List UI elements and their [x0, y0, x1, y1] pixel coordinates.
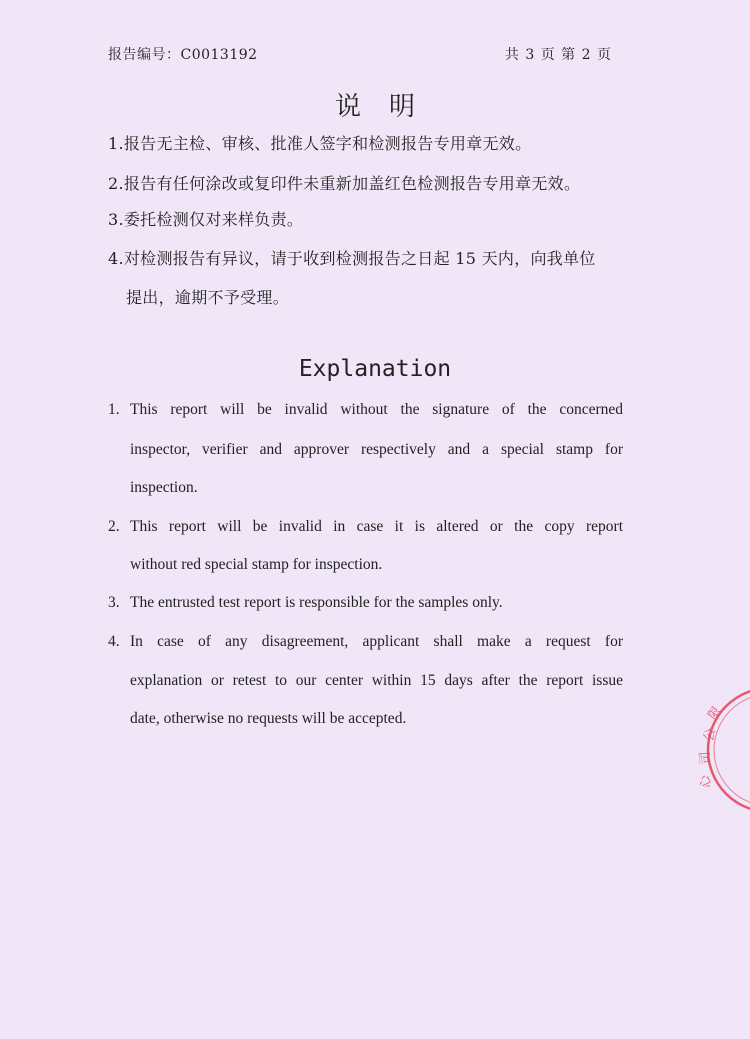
chinese-title: 说明	[334, 92, 443, 122]
chinese-item-2: 2.报告有任何涂改或复印件未重新加盖红色检测报告专用章无效。	[108, 174, 581, 193]
english-item-2-number: 2.	[108, 518, 120, 535]
english-item-1-line-3: inspection.	[130, 479, 198, 496]
english-item-1-number: 1.	[108, 401, 120, 418]
english-item-2-line-1: This report will be invalid in case it is altered or the copy report	[130, 518, 623, 535]
english-title: Explanation	[298, 356, 452, 382]
english-item-1-line-1: This report will be invalid without the signature of the concerned	[130, 401, 623, 418]
page-info: 共 3 页 第 2 页	[504, 47, 612, 63]
svg-text:司: 司	[697, 750, 714, 765]
english-item-2-line-2: without red special stamp for inspection.	[130, 556, 383, 573]
english-item-1-line-2: inspector, verifier and approver respectively and a special stamp for	[130, 441, 623, 458]
chinese-item-1: 1.报告无主检、审核、批准人签字和检测报告专用章无效。	[108, 134, 532, 153]
english-item-4-number: 4.	[108, 633, 120, 650]
chinese-item-3: 3.委托检测仅对来样负责。	[108, 210, 304, 229]
english-item-4-line-3: date, otherwise no requests will be accepted.	[130, 710, 407, 727]
english-item-3-line-1: The entrusted test report is responsible for the samples only.	[130, 594, 503, 611]
report-number: 报告编号：C0013192	[108, 47, 258, 63]
svg-text:公: 公	[701, 726, 720, 744]
chinese-item-4-continued: 提出，逾期不予受理。	[126, 288, 290, 307]
english-item-4-line-2: explanation or retest to our center within 15 days after the report issue	[130, 672, 623, 689]
chinese-item-4: 4.对检测报告有异议，请于收到检测报告之日起 15 天内，向我单位	[108, 249, 596, 268]
svg-text:心: 心	[696, 772, 716, 791]
red-seal-stamp	[696, 680, 750, 820]
english-item-3-number: 3.	[108, 594, 120, 611]
english-item-4-line-1: In case of any disagreement, applicant shall make a request for	[130, 633, 623, 650]
svg-text:限: 限	[704, 703, 724, 722]
